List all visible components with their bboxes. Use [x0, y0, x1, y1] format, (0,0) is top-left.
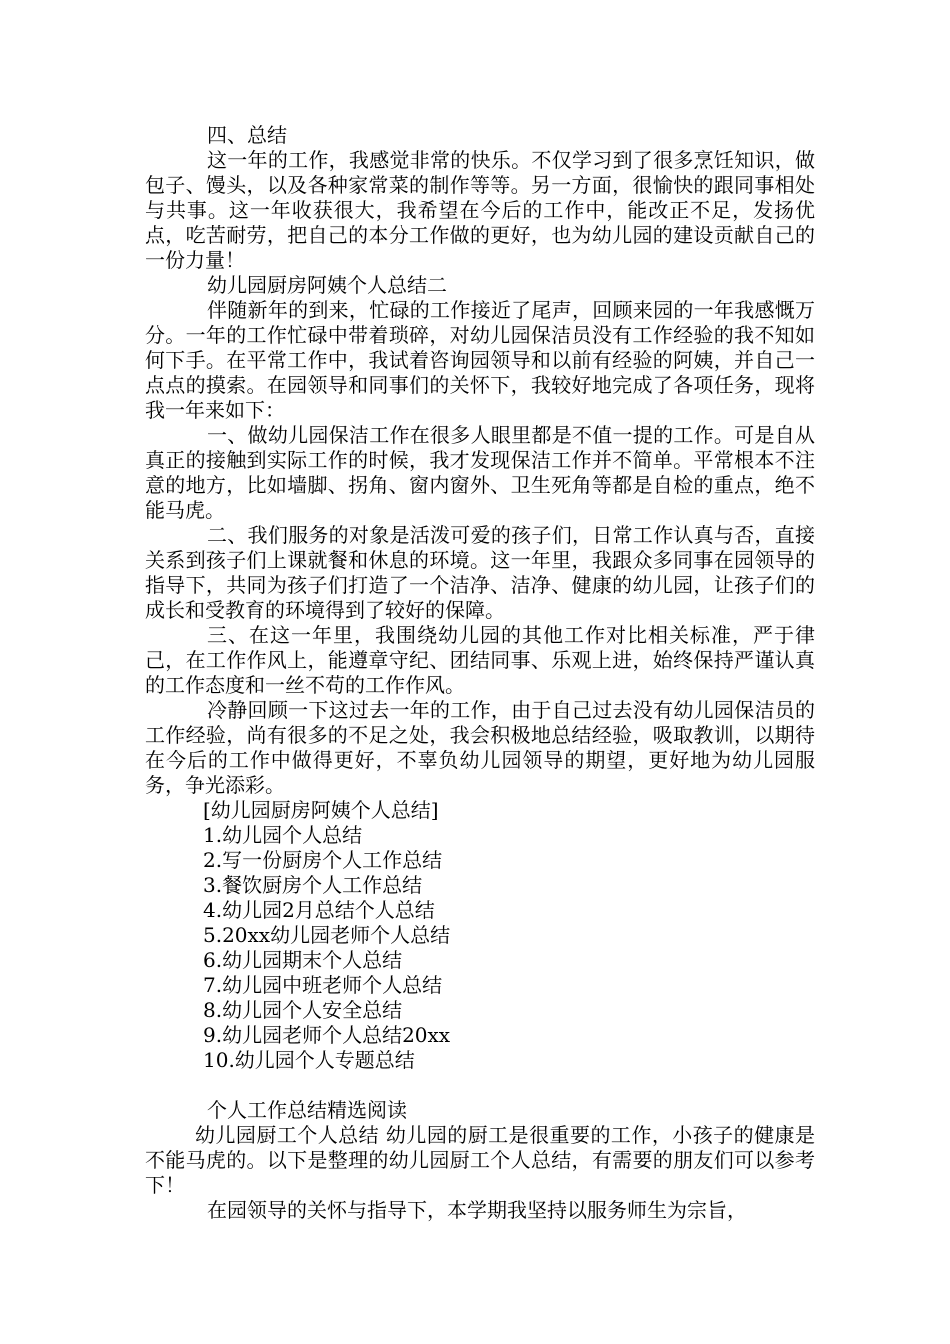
intro-paragraph: 伴随新年的到来，忙碌的工作接近了尾声，回顾来园的一年我感慨万分。一年的工作忙碌中带着琐碎，对幼儿园保洁员没有工作经验的我不知如何下手。在平常工作中，我试着咨询园领导和以前有经验的阿姨，并自己一点点的摸索。在园领导和同事们的关怀下，我较好地完成了各项任务，现将我一年来如下： [145, 298, 815, 422]
related-article-link[interactable]: 9.幼儿园老师个人总结20xx [203, 1023, 451, 1047]
related-article-link[interactable]: 6.幼儿园期末个人总结 [203, 948, 403, 972]
document-body [145, 123, 815, 1223]
spacer [145, 1073, 815, 1098]
related-article-link[interactable]: 1.幼儿园个人总结 [203, 823, 363, 847]
related-article-link[interactable]: 3.餐饮厨房个人工作总结 [203, 873, 423, 897]
featured-reading-paragraph: 在园领导的关怀与指导下，本学期我坚持以服务师生为宗旨， [207, 1198, 747, 1222]
related-article-link[interactable]: 7.幼儿园中班老师个人总结 [203, 973, 443, 997]
featured-reading-heading: 个人工作总结精选阅读 [207, 1098, 407, 1122]
point-two-paragraph: 二、我们服务的对象是活泼可爱的孩子们，日常工作认真与否，直接关系到孩子们上课就餐和休息的环境。这一年里，我跟众多同事在园领导的指导下，共同为孩子们打造了一个洁净、洁净、健康的幼儿园，让孩子们的成长和受教育的环境得到了较好的保障。 [145, 523, 815, 622]
article-title: 幼儿园厨房阿姨个人总结二 [207, 273, 447, 297]
point-one-paragraph: 一、做幼儿园保洁工作在很多人眼里都是不值一提的工作。可是自从真正的接触到实际工作的时候，我才发现保洁工作并不简单。平常根本不注意的地方，比如墙脚、拐角、窗内窗外、卫生死角等都是自检的重点，绝不能马虎。 [145, 423, 815, 522]
related-article-link[interactable]: 2.写一份厨房个人工作总结 [203, 848, 443, 872]
related-article-link[interactable]: 10.幼儿园个人专题总结 [203, 1048, 415, 1072]
related-articles-list [145, 798, 815, 1073]
section-heading-summary: 四、总结 [207, 123, 287, 147]
point-three-paragraph: 三、在这一年里，我围绕幼儿园的其他工作对比相关标准，严于律己，在工作作风上，能遵章守纪、团结同事、乐观上进，始终保持严谨认真的工作态度和一丝不苟的工作作风。 [145, 623, 815, 697]
related-article-link[interactable]: 8.幼儿园个人安全总结 [203, 998, 403, 1022]
summary-paragraph: 这一年的工作，我感觉非常的快乐。不仅学习到了很多烹饪知识，做包子、馒头，以及各种家常菜的制作等等。另一方面，很愉快的跟同事相处与共事。这一年收获很大，我希望在今后的工作中，能改正不足，发扬优点，吃苦耐劳，把自己的本分工作做的更好，也为幼儿园的建设贡献自己的一份力量！ [145, 148, 815, 272]
related-article-link[interactable]: 4.幼儿园2月总结个人总结 [203, 898, 435, 922]
related-articles-heading: [幼儿园厨房阿姨个人总结] [203, 798, 439, 822]
conclusion-paragraph: 冷静回顾一下这过去一年的工作，由于自己过去没有幼儿园保洁员的工作经验，尚有很多的不足之处，我会积极地总结经验，吸取教训，以期待在今后的工作中做得更好，不辜负幼儿园领导的期望，更好地为幼儿园服务，争光添彩。 [145, 698, 815, 797]
related-article-link[interactable]: 5.20xx幼儿园老师个人总结 [203, 923, 451, 947]
featured-reading-intro: 幼儿园厨工个人总结 幼儿园的厨工是很重要的工作，小孩子的健康是不能马虎的。以下是整理的幼儿园厨工个人总结，有需要的朋友们可以参考下！ [145, 1123, 815, 1197]
